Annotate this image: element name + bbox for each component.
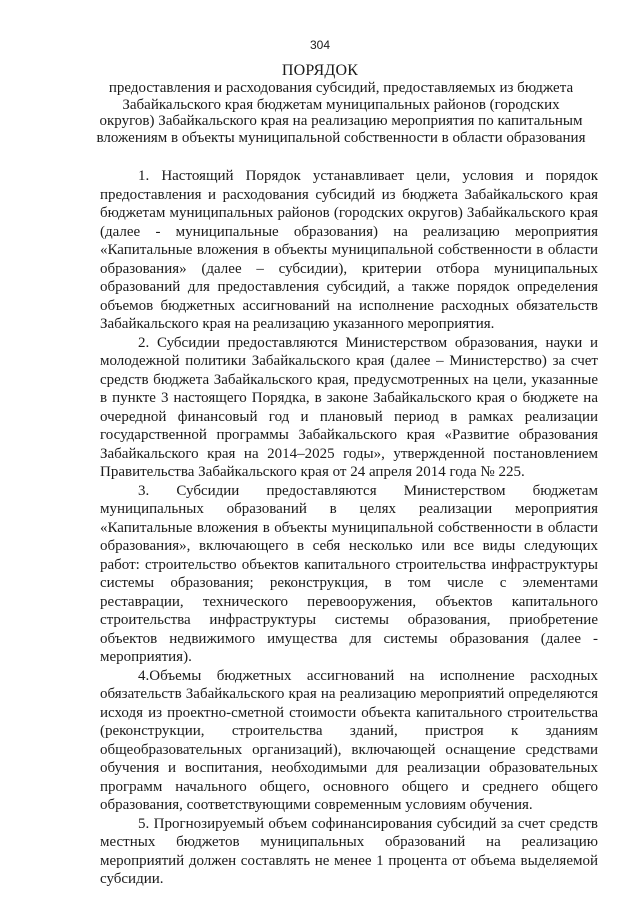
document-subtitle: предоставления и расходования субсидий, предоставляемых из бюджета Забайкальского края бюджетам муниципальных районов (городских округов) Забайкальского края на реализацию мероприятия по капитальным вложениям в объекты муниципальной собственности в области образования [96,80,586,146]
document-body [100,167,598,889]
paragraph-2: 2. Субсидии предоставляются Министерством образования, науки и молодежной политики Забайкальского края (далее – Министерство) за счет средств бюджета Забайкальского края, предусмотренных на цели, указанные в пункте 3 настоящего Порядка, в законе Забайкальского края о бюджете на очередной финансовый год и плановый период в рамках реализации государственной программы Забайкальского края «Развитие образования Забайкальского края на 2014–2025 годы», утвержденной постановлением Правительства Забайкальского края от 24 апреля 2014 года № 225. [100,334,598,480]
document-title: ПОРЯДОК [281,62,359,79]
paragraph-5: 5. Прогнозируемый объем софинансирования субсидий за счет средств местных бюджетов муниципальных образований на реализацию мероприятий должен составлять не менее 1 процента от объема выделяемой субсидии. [100,815,598,887]
paragraph-1: 1. Настоящий Порядок устанавливает цели, условия и порядок предоставления и расходования субсидий из бюджета Забайкальского края бюджетам муниципальных районов (городских округов) Забайкальского края (далее - муниципальные образования) на реализацию мероприятия «Капитальные вложения в объекты муниципальной собственности в области образования» (далее – субсидии), критерии отбора муниципальных образований для предоставления субсидий, а также порядок определения объемов бюджетных ассигнований на исполнение расходных обязательств Забайкальского края на реализацию указанного мероприятия. [100,168,598,332]
page-number: 304 [309,38,331,52]
paragraph-3: 3. Субсидии предоставляются Министерством бюджетам муниципальных образований в целях реализации мероприятия «Капитальные вложения в объекты муниципальной собственности в области образования», включающего в себя несколько или все виды следующих работ: строительство объектов капитального строительства инфраструктуры системы образования; реконструкция, в том числе с элементами реставрации, технического перевооружения, объектов капитального строительства инфраструктуры системы образования, приобретение объектов недвижимого имущества для системы образования (далее - мероприятия). [100,482,598,665]
paragraph-4: 4.Объемы бюджетных ассигнований на исполнение расходных обязательств Забайкальского края на реализацию мероприятий определяются исходя из проектно-сметной стоимости объекта капитального строительства (реконструкции, строительства зданий, пристроя к зданиям общеобразовательных организаций), включающей оснащение средствами обучения и воспитания, необходимыми для реализации образовательных программ начального общего, основного общего и среднего общего образования, соответствующими современным условиям обучения. [100,667,598,813]
